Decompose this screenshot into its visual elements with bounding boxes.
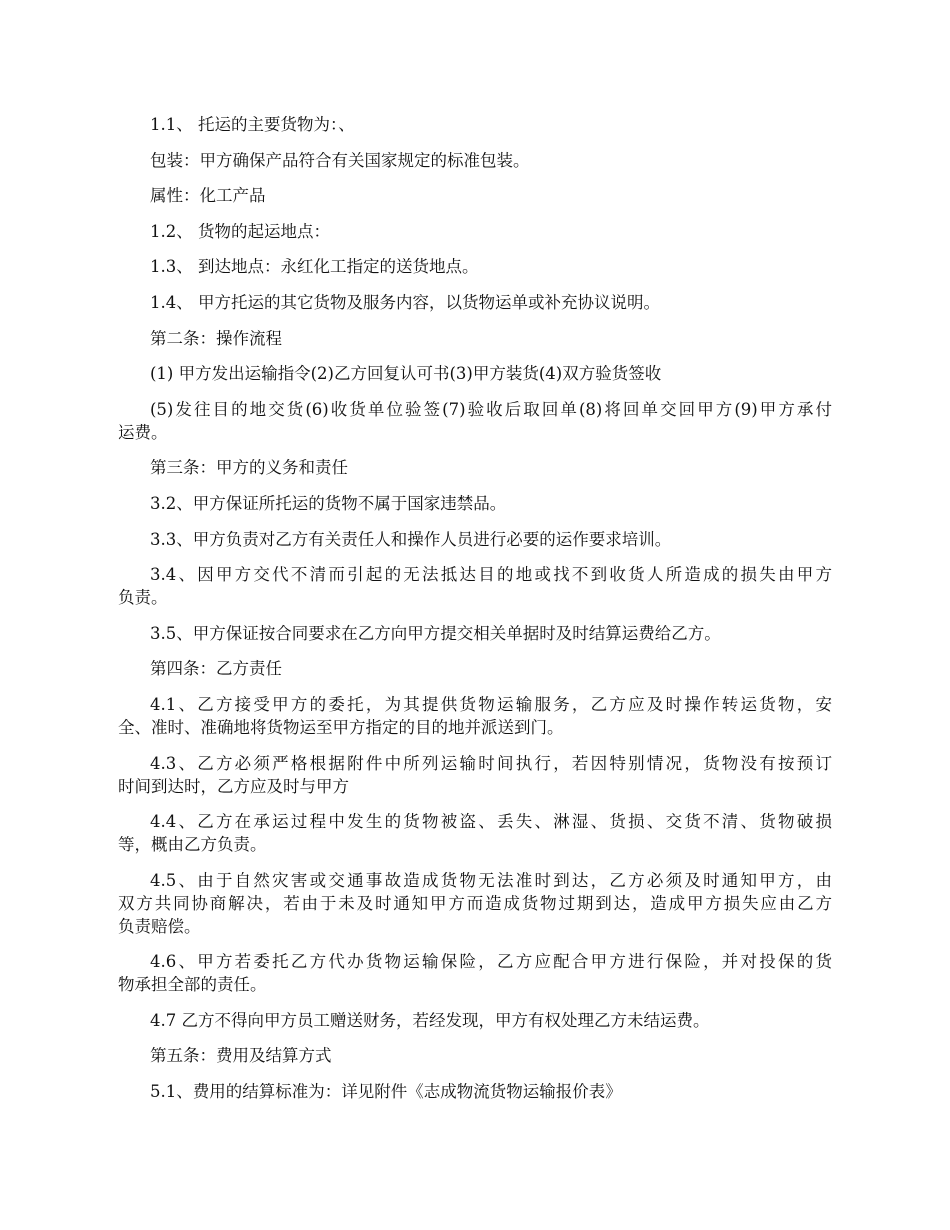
paragraph-line: 运费。 (118, 422, 168, 442)
paragraph-line: 3.2、甲方保证所托运的货物不属于国家违禁品。 (150, 493, 507, 513)
paragraph-line: 负责。 (118, 588, 168, 608)
paragraph-line: 物承担全部的责任。 (118, 975, 267, 995)
paragraph-line: 时间到达时，乙方应及时与甲方 (118, 776, 349, 796)
paragraph (118, 1009, 832, 1032)
paragraph (118, 255, 832, 278)
paragraph-line: 1.1、 托运的主要货物为：、 (150, 115, 355, 134)
paragraph-line: 包装：甲方确保产品符合有关国家规定的标准包装。 (150, 150, 530, 170)
paragraph-line: 1.4、 甲方托运的其它货物及服务内容，以货物运单或补充协议说明。 (150, 292, 660, 312)
paragraph-line: 1.3、 到达地点：永红化工指定的送货地点。 (150, 257, 479, 277)
paragraph (118, 528, 832, 551)
paragraph (118, 622, 832, 645)
paragraph-line: 4.4、乙方在承运过程中发生的货物被盗、丢失、淋湿、货损、交货不清、货物破损 (150, 812, 832, 832)
paragraph-line: 第四条：乙方责任 (150, 659, 282, 679)
paragraph (118, 563, 832, 609)
paragraph (118, 1080, 832, 1103)
paragraph-line: 全、准时、准确地将货物运至甲方指定的目的地并派送到门。 (118, 717, 564, 737)
paragraph (118, 291, 832, 314)
paragraph-line: 第五条：费用及结算方式 (150, 1046, 332, 1066)
paragraph-line: 4.6、甲方若委托乙方代办货物运输保险，乙方应配合甲方进行保险，并对投保的货 (150, 952, 832, 972)
paragraph (118, 657, 832, 680)
paragraph (118, 149, 832, 172)
paragraph-line: 5.1、费用的结算标准为：详见附件《志成物流货物运输报价表》 (150, 1082, 622, 1102)
paragraph-line: 3.3、甲方负责对乙方有关责任人和操作人员进行必要的运作要求培训。 (150, 529, 672, 549)
paragraph-line: 1.2、 货物的起运地点： (150, 221, 330, 241)
paragraph-line: 第二条：操作流程 (150, 328, 282, 348)
paragraph (118, 1044, 832, 1067)
paragraph-line: 3.5、甲方保证按合同要求在乙方向甲方提交相关单据时及时结算运费给乙方。 (150, 623, 721, 643)
paragraph-line: (1) 甲方发出运输指令(2)乙方回复认可书(3)甲方装货(4)双方验货签收 (150, 364, 662, 384)
paragraph-line: 属性：化工产品 (150, 186, 266, 206)
paragraph (118, 327, 832, 350)
paragraph-line: 3.4、因甲方交代不清而引起的无法抵达目的地或找不到收货人所造成的损失由甲方 (150, 565, 832, 585)
paragraph (118, 752, 832, 798)
paragraph-line: 4.1、乙方接受甲方的委托，为其提供货物运输服务，乙方应及时操作转运货物，安 (150, 694, 832, 714)
paragraph (118, 113, 832, 136)
paragraph-line: 等，概由乙方负责。 (118, 835, 267, 855)
paragraph-line: (5)发往目的地交货(6)收货单位验签(7)验收后取回单(8)将回单交回甲方(9)甲方承付 (150, 399, 832, 419)
paragraph (118, 950, 832, 996)
paragraph (118, 456, 832, 479)
paragraph-line: 4.5、由于自然灾害或交通事故造成货物无法准时到达，乙方必须及时通知甲方，由 (150, 870, 832, 890)
paragraph (118, 869, 832, 938)
paragraph (118, 810, 832, 856)
paragraph (118, 220, 832, 243)
paragraph (118, 492, 832, 515)
paragraph (118, 398, 832, 444)
paragraph-line: 第三条：甲方的义务和责任 (150, 458, 348, 478)
paragraph (118, 362, 832, 385)
paragraph (118, 693, 832, 739)
paragraph-line: 双方共同协商解决，若由于未及时通知甲方而造成货物过期到达，造成甲方损失应由乙方 (118, 893, 832, 913)
paragraph (118, 184, 832, 207)
document-body (118, 113, 832, 1116)
paragraph-line: 4.3、乙方必须严格根据附件中所列运输时间执行，若因特别情况，货物没有按预订 (150, 753, 832, 773)
paragraph-line: 4.7 乙方不得向甲方员工赠送财务，若经发现，甲方有权处理乙方未结运费。 (150, 1010, 710, 1030)
paragraph-line: 负责赔偿。 (118, 916, 201, 936)
